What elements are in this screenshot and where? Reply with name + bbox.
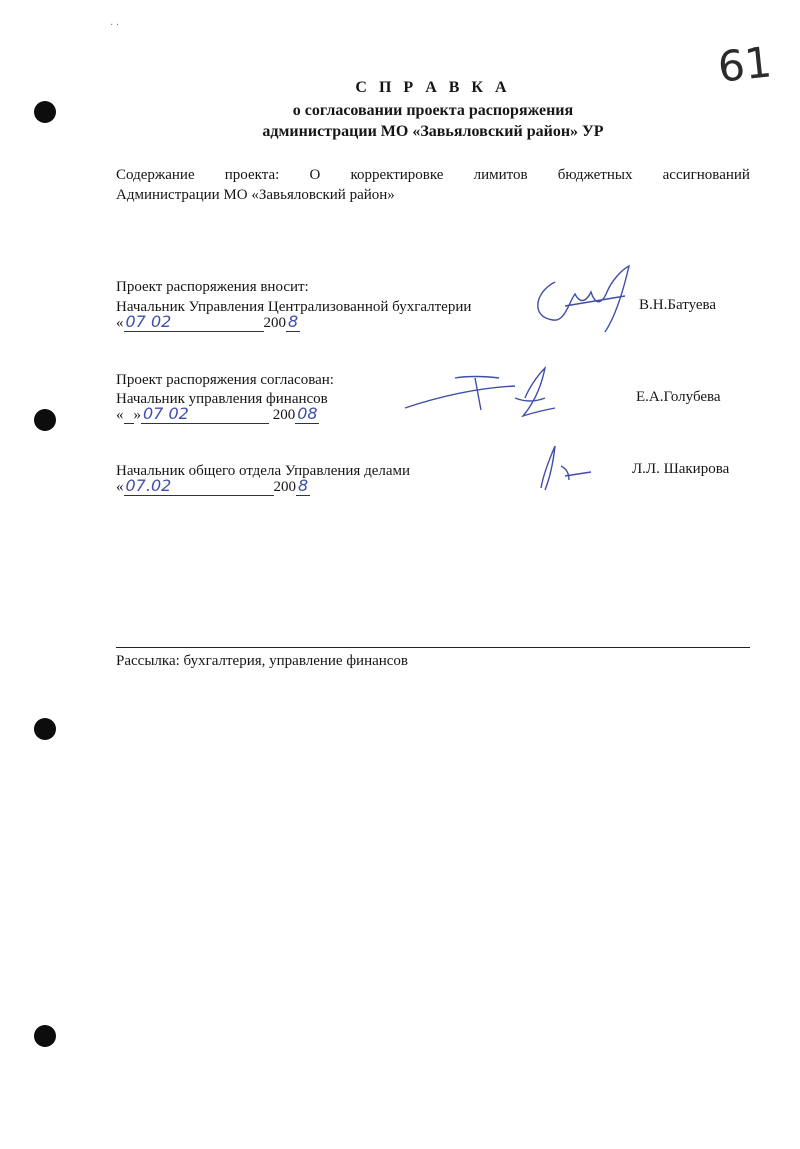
year-prefix: 200	[273, 479, 296, 495]
approver-name: Е.А.Голубева	[636, 389, 721, 405]
content-word: О	[309, 167, 321, 183]
page-number: 61	[715, 37, 774, 92]
document-subtitle: о согласовании проекта распоряжения	[292, 102, 574, 119]
punch-hole	[34, 718, 56, 740]
handwritten-date: 07 02	[143, 404, 189, 423]
scan-specks: · ·	[110, 20, 120, 31]
quote-mark: «	[116, 407, 124, 423]
approver-date	[116, 476, 310, 496]
handwritten-date: 07.02	[125, 476, 172, 495]
content-word: корректировке	[350, 167, 444, 183]
divider-line	[116, 647, 750, 648]
punch-hole	[34, 1025, 56, 1047]
content-word: ассигнований	[662, 167, 750, 183]
submitter-heading: Проект распоряжения вносит:	[116, 279, 309, 295]
content-line	[116, 165, 750, 185]
approver-heading: Проект распоряжения согласован:	[116, 372, 334, 388]
year-prefix: 200	[272, 407, 296, 423]
distribution-list: Рассылка: бухгалтерия, управление финансов	[116, 653, 409, 669]
approver-position: Начальник управления финансов	[116, 391, 328, 407]
punch-hole	[34, 409, 56, 431]
project-content	[116, 165, 750, 205]
content-word: бюджетных	[557, 167, 633, 183]
approver-date	[116, 404, 319, 424]
quote-mark: «	[116, 479, 124, 495]
submitter-position: Начальник Управления Централизованной бухгалтерии	[116, 299, 472, 315]
submitter-name: В.Н.Батуева	[639, 297, 717, 313]
document-subtitle: администрации МО «Завьяловский район» УР	[262, 123, 604, 140]
handwritten-year: 8	[288, 312, 299, 331]
handwritten-date: 07 02	[125, 312, 172, 331]
handwritten-year: 8	[298, 476, 309, 495]
approver-name: Л.Л. Шакирова	[632, 461, 730, 477]
quote-mark: «	[116, 315, 124, 331]
signature-batueva	[525, 262, 645, 342]
document-title: С П Р А В К А	[355, 79, 511, 96]
content-word: лимитов	[473, 167, 528, 183]
quote-mark: »	[133, 407, 141, 423]
signature-golubeva	[395, 358, 595, 428]
signature-shakirova	[535, 440, 605, 495]
submitter-date	[116, 312, 300, 332]
approver-position: Начальник общего отдела Управления делами	[116, 463, 411, 479]
handwritten-year: 08	[297, 404, 318, 423]
content-word: Содержание	[116, 167, 195, 183]
year-prefix: 200	[263, 315, 286, 331]
content-word: проекта:	[224, 167, 280, 183]
content-line: Администрации МО «Завьяловский район»	[116, 187, 395, 203]
